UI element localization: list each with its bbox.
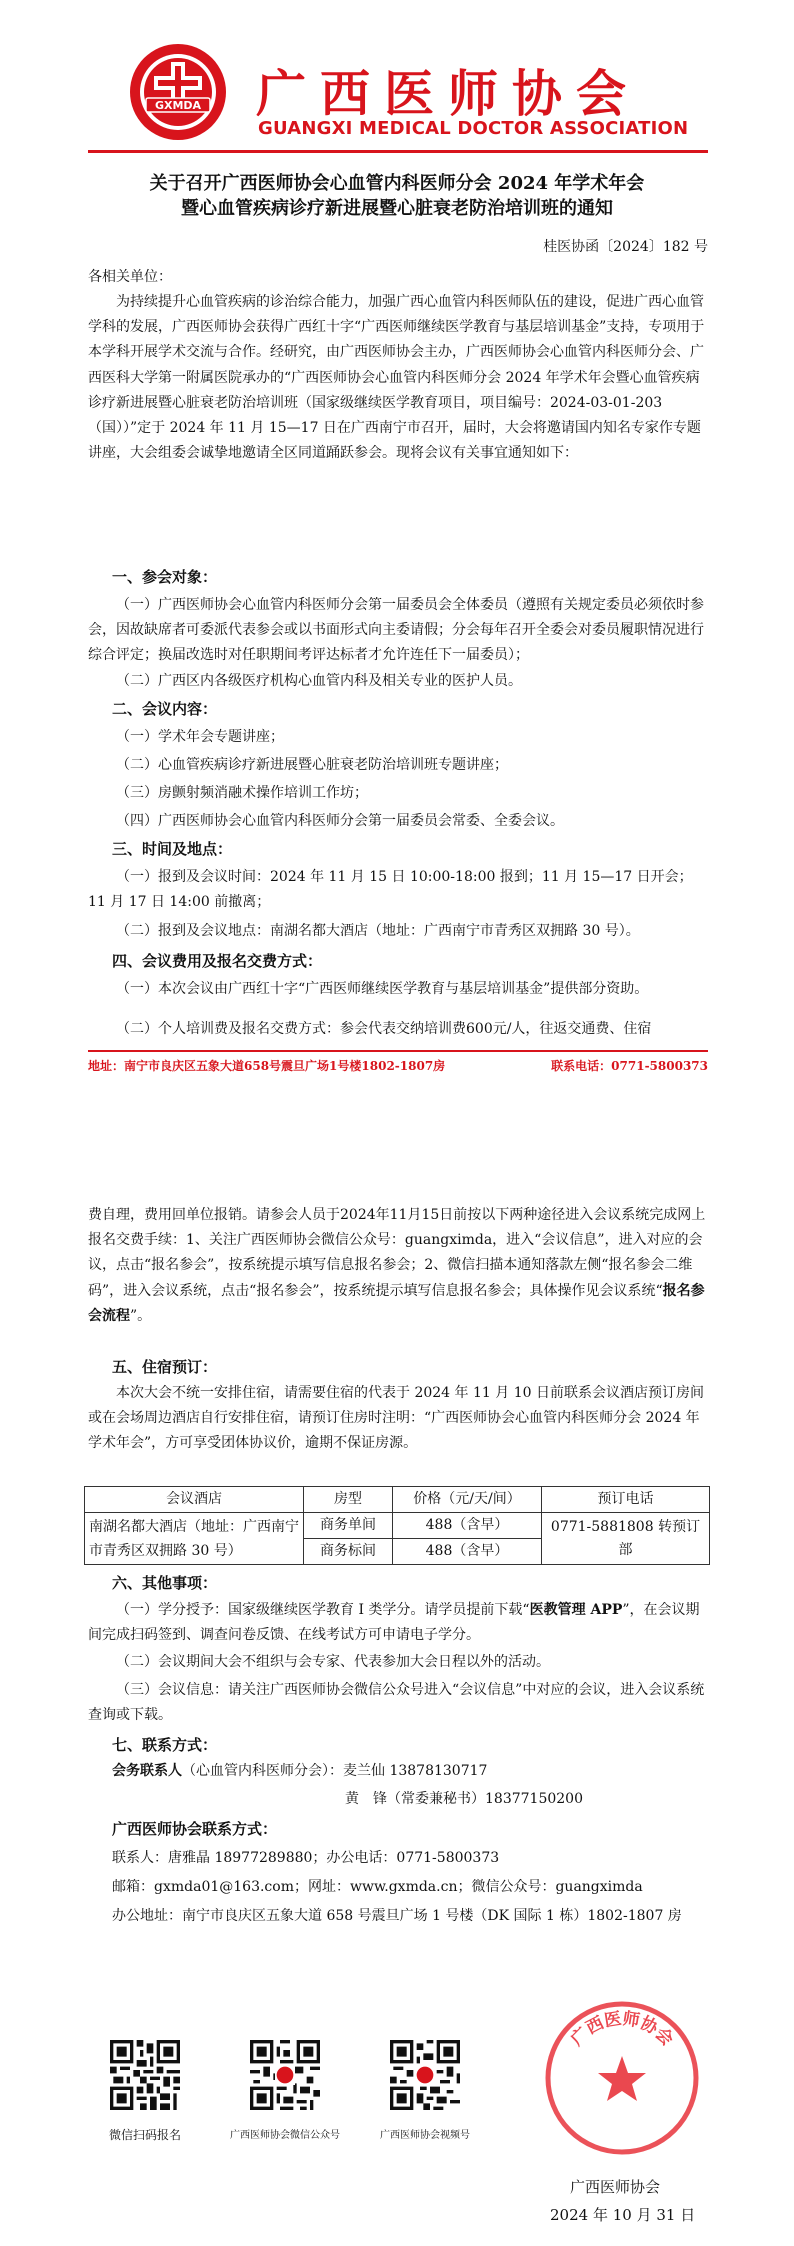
room-price-cell: 488（含早） bbox=[393, 1539, 542, 1565]
assoc-contact-line2: 邮箱：gxmda01@163.com；网址：www.gxmda.cn；微信公众号：guangximda bbox=[112, 1879, 643, 1895]
room-price-cell: 488（含早） bbox=[393, 1513, 542, 1539]
section3-item2: （二）报到及会议地点：南湖名都大酒店（地址：广西南宁市青秀区双拥路 30 号）。 bbox=[116, 923, 640, 939]
table-header-row bbox=[85, 1487, 710, 1513]
table-header-cell: 会议酒店 bbox=[85, 1487, 304, 1513]
section3-item1: （一）报到及会议时间：2024 年 11 月 15 日 10:00-18:00 报到；11 月 15—17 日开会；11 月 17 日 14:00 前撤离； bbox=[88, 869, 693, 911]
section6-item3: （三）会议信息：请关注广西医师协会微信公众号进入“会议信息”中对应的会议，进入会议系统查询或下载。 bbox=[88, 1682, 705, 1724]
doc-number: 桂医协函〔2024〕182 号 bbox=[543, 239, 708, 255]
section1-item1: （一）广西医师协会心血管内科医师分会第一届委员会全体委员（遵照有关规定委员必须依时参会，因故缺席者可委派代表参会或以书面形式向主委请假；分会每年召开全委会对委员履职情况进行综合评定；换届改选时对任职期间考评达标者才允许连任下一届委员）； bbox=[88, 597, 704, 664]
qr-code-wechat-account-icon[interactable] bbox=[250, 2040, 320, 2110]
hotel-name-cell: 南湖名都大酒店（地址：广西南宁市青秀区双拥路 30 号） bbox=[85, 1513, 304, 1565]
room-type-cell: 商务单间 bbox=[304, 1513, 393, 1539]
section2-item3: （三）房颤射频消融术操作培训工作坊； bbox=[116, 785, 368, 801]
association-logo-icon bbox=[128, 42, 228, 142]
hotel-table bbox=[84, 1486, 710, 1565]
assoc-contact-line3: 办公地址：南宁市良庆区五象大道 658 号震旦广场 1 号楼（DK 国际 1 栋）1802-1807 房 bbox=[112, 1908, 682, 1924]
doc-title-line2: 暨心血管疾病诊疗新进展暨心脏衰老防治培训班的通知 bbox=[181, 198, 613, 219]
intro-paragraph: 为持续提升心血管疾病的诊治综合能力，加强广西心血管内科医师队伍的建设，促进广西心血管学科的发展，广西医师协会获得广西红十字“广西医师继续医学教育与基层培训基金”支持，专项用于本学科开展学术交流与合作。经研究，由广西医师协会主办，广西医师协会心血管内科医师分会、广西医科大学第一附属医院承办的“广西医师协会心血管内科医师分会 2024 年学术年会暨心血管疾病诊疗新进展暨心脏衰老防治培训班（国家级继续医学教育项目，项目编号：2024-03-01-203 （国））”定于 2024 年 11 月 15—17 日在广西南宁市召开，届时，大会将邀请国内知名专家作专题讲座，大会组委会诚挚地邀请全区同道踊跃参会。现将会议有关事宜通知如下： bbox=[88, 294, 705, 462]
section6-heading: 六、其他事项： bbox=[112, 1574, 218, 1592]
assoc-contact-heading: 广西医师协会联系方式： bbox=[112, 1820, 278, 1838]
section2-item2: （二）心血管疾病诊疗新进展暨心脏衰老防治培训班专题讲座； bbox=[116, 757, 508, 773]
assoc-contact-line1: 联系人：唐雅晶 18977289880；办公电话：0771-5800373 bbox=[112, 1850, 500, 1866]
credit-text: （一）学分授予：国家级继续医学教育 I 类学分。请学员提前下载“ bbox=[116, 1602, 530, 1618]
table-header-cell: 价格（元/天/间） bbox=[393, 1487, 542, 1513]
salutation: 各相关单位： bbox=[88, 269, 172, 285]
footer-divider bbox=[88, 1050, 708, 1052]
qr-caption-video-account: 广西医师协会视频号 bbox=[380, 2130, 470, 2141]
fee-text-end: ”。 bbox=[130, 1307, 152, 1324]
section5-paragraph: 本次大会不统一安排住宿，请需要住宿的代表于 2024 年 11 月 10 日前联系会议酒店预订房间或在会场周边酒店自行安排住宿，请预订住房时注明：“广西医师协会心血管内科医师分会 2024 年学术年会”，方可享受团体协议价，逾期不保证房源。 bbox=[88, 1385, 704, 1452]
section4-item2: （二）个人培训费及报名交费方式：参会代表交纳培训费600元/人，往返交通费、住宿 bbox=[116, 1021, 652, 1037]
contact-label: 会务联系人 bbox=[112, 1763, 182, 1779]
section7-heading: 七、联系方式： bbox=[112, 1736, 218, 1754]
table-row bbox=[85, 1513, 710, 1539]
org-name-cn: 广西医师协会 bbox=[256, 64, 640, 123]
contact-line-1 bbox=[112, 1759, 712, 1784]
logo-text: GXMDA bbox=[154, 99, 202, 112]
booking-phone-cell: 0771-5881808 转预订部 bbox=[542, 1513, 710, 1565]
section4-item2-continued bbox=[88, 1203, 706, 1329]
room-type-cell: 商务标间 bbox=[304, 1539, 393, 1565]
table-header-cell: 预订电话 bbox=[542, 1487, 710, 1513]
qr-code-register-icon[interactable] bbox=[110, 2040, 180, 2110]
section6-item1 bbox=[88, 1598, 706, 1648]
qr-code-video-account-icon[interactable] bbox=[390, 2040, 460, 2110]
qr-caption-wechat-account: 广西医师协会微信公众号 bbox=[230, 2130, 340, 2141]
official-seal-icon bbox=[542, 1998, 702, 2158]
section4-item1: （一）本次会议由广西红十字“广西医师继续医学教育与基层培训基金”提供部分资助。 bbox=[116, 981, 649, 997]
section2-item4: （四）广西医师协会心血管内科医师分会第一届委员会常委、全委会议。 bbox=[116, 813, 564, 829]
section1-heading: 一、参会对象： bbox=[112, 568, 218, 586]
qr-caption-register: 微信扫码报名 bbox=[108, 2128, 181, 2142]
doc-title-line1: 关于召开广西医师协会心血管内科医师分会 2024 年学术年会 bbox=[149, 173, 645, 194]
seal-text: 广西医师协会 bbox=[567, 2008, 677, 2050]
footer-address: 地址：南宁市良庆区五象大道658号震旦广场1号楼1802-1807房 bbox=[88, 1059, 446, 1073]
section1-item2: （二）广西区内各级医疗机构心血管内科及相关专业的医护人员。 bbox=[116, 673, 522, 689]
signature-org: 广西医师协会 bbox=[570, 2178, 661, 2196]
section2-heading: 二、会议内容： bbox=[112, 700, 218, 718]
footer-phone: 联系电话：0771-5800373 bbox=[551, 1059, 708, 1073]
fee-text: 费自理，费用回单位报销。请参会人员于2024年11月15日前按以下两种途径进入会议系统完成网上报名交费手续：1、关注广西医师协会微信公众号：guangximda，进入“会议信息”，进入对应的会议，点击“报名参会”，按系统提示填写信息报名参会；2、微信扫描本通知落款左侧“报名参会二维码”，进入会议系统，点击“报名参会”，按系统提示填写信息报名参会；具体操作见会议系统“ bbox=[88, 1207, 706, 1299]
app-name: 医教管理 APP bbox=[529, 1602, 623, 1618]
section4-heading: 四、会议费用及报名交费方式： bbox=[112, 952, 323, 970]
section5-heading: 五、住宿预订： bbox=[112, 1358, 218, 1376]
signature-date: 2024 年 10 月 31 日 bbox=[550, 2206, 696, 2224]
header-divider bbox=[88, 150, 708, 153]
register-flow-label: 报名参会流程 bbox=[88, 1282, 705, 1324]
section6-item2: （二）会议期间大会不组织与会专家、代表参加大会日程以外的活动。 bbox=[116, 1654, 550, 1670]
section2-item1: （一）学术年会专题讲座； bbox=[116, 729, 284, 745]
table-header-cell: 房型 bbox=[304, 1487, 393, 1513]
contact-2: 黄 锋（常委兼秘书）18377150200 bbox=[345, 1791, 583, 1807]
section3-heading: 三、时间及地点： bbox=[112, 840, 233, 858]
credit-text-end: ”，在会议期间完成扫码签到、调查问卷反馈、在线考试方可申请电子学分。 bbox=[88, 1602, 700, 1644]
contact-1: （心血管内科医师分会）：麦兰仙 13878130717 bbox=[182, 1763, 488, 1779]
org-name-en: GUANGXI MEDICAL DOCTOR ASSOCIATION bbox=[258, 118, 689, 139]
